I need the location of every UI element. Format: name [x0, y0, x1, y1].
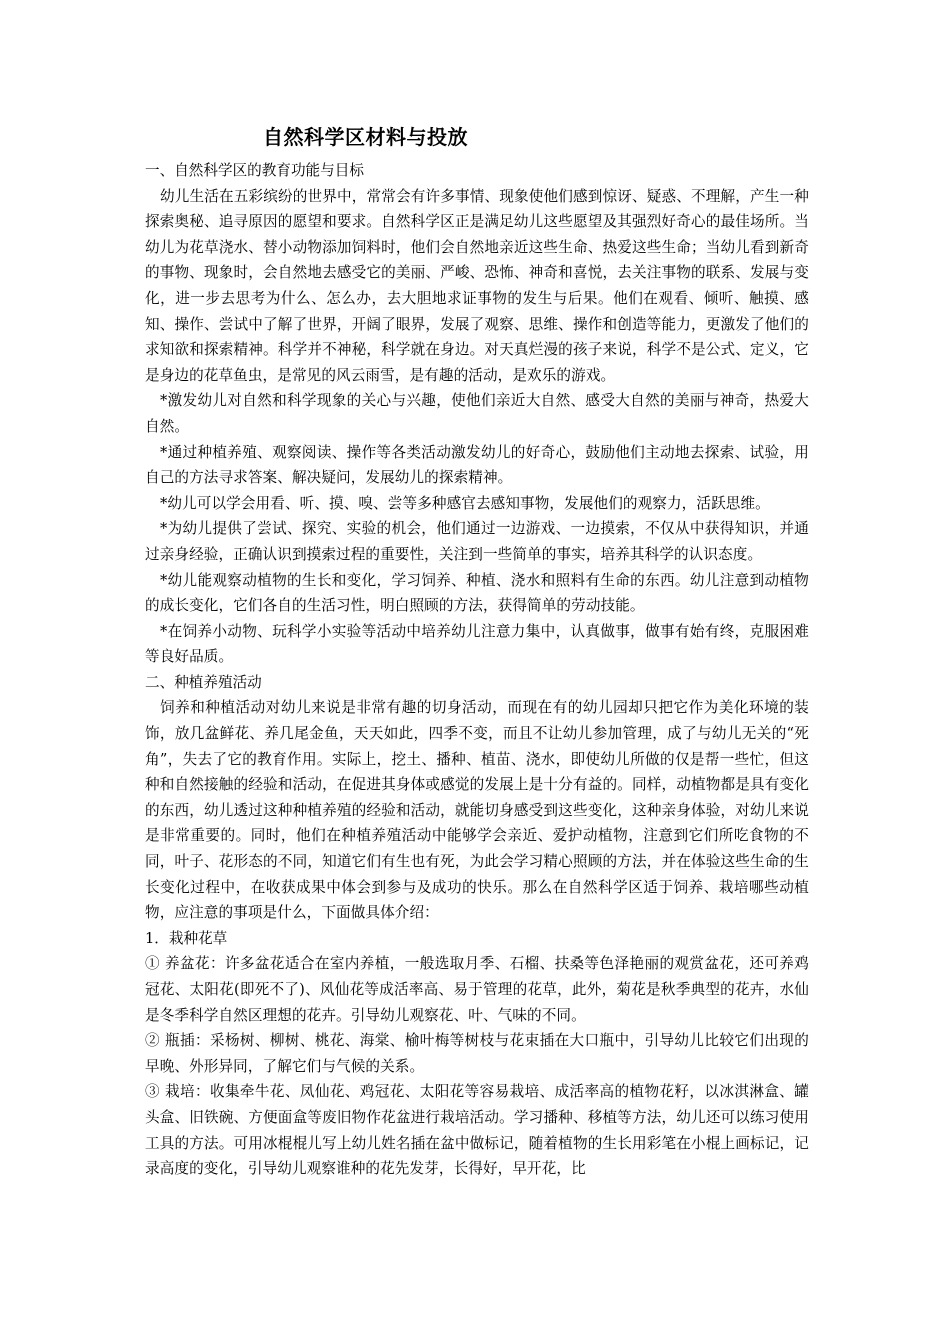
- goal-item-4: *为幼儿提供了尝试、探究、实验的机会，他们通过一边游戏、一边摸索，不仅从中获得知识，并通过亲身经验，正确认识到摸索过程的重要性，关注到一些简单的事实，培养其科学的认识态度。: [145, 520, 809, 563]
- goal-item-5: *幼儿能观察动植物的生长和变化，学习饲养、种植、浇水和照料有生命的东西。幼儿注意到动植物的成长变化，它们各自的生活习性，明白照顾的方法，获得简单的劳动技能。: [145, 571, 809, 615]
- section-heading-2: 二、种植养殖活动: [145, 673, 262, 691]
- list-item-vase-arrangement: ② 瓶插：采杨树、柳树、桃花、海棠、榆叶梅等树枝与花束插在大口瓶中，引导幼儿比较它们出现的早晚、外形异同，了解它们与气候的关系。: [145, 1032, 809, 1075]
- document-body: [145, 120, 809, 1182]
- section-2-intro-paragraph: 饲养和种植活动对幼儿来说是非常有趣的切身活动，而现在有的幼儿园却只把它作为美化环境的装饰，放几盆鲜花、养几尾金鱼，天天如此，四季不变，而且不让幼儿参加管理，成了与幼儿无关的“死角”，失去了它的教育作用。实际上，挖土、播种、植苗、浇水，即使幼儿所做的仅是帮一些忙，但这种和自然接触的经验和活动，在促进其身体或感觉的发展上是十分有益的。同样，动植物都是具有变化的东西，幼儿透过这种种植养殖的经验和活动，就能切身感受到这些变化，这种亲身体验，对幼儿来说是非常重要的。同时，他们在种植养殖活动中能够学会亲近、爱护动植物，注意到它们所吃食物的不同，叶子、花形态的不同，知道它们有生也有死，为此会学习精心照顾的方法，并在体验这些生命的生长变化过程中，在收获成果中体会到参与及成功的快乐。那么在自然科学区适于饲养、栽培哪些动植物，应注意的事项是什么，下面做具体介绍：: [145, 699, 809, 922]
- section-heading-1: 一、自然科学区的教育功能与目标: [145, 162, 364, 179]
- goal-item-6: *在饲养小动物、玩科学小实验等活动中培养幼儿注意力集中，认真做事，做事有始有终，克服困难等良好品质。: [145, 622, 809, 666]
- list-item-potted-flowers: ① 养盆花：许多盆花适合在室内养植，一般选取月季、石榴、扶桑等色泽艳丽的观赏盆花，还可养鸡冠花、太阳花(即死不了)、风仙花等成活率高、易于管理的花草，此外，菊花是秋季典型的花卉，水仙是冬季科学自然区理想的花卉。引导幼儿观察花、叶、气味的不同。: [145, 955, 809, 1024]
- document-title: 自然科学区材料与投放: [263, 125, 468, 149]
- goal-item-2: *通过种植养殖、观察阅读、操作等各类活动激发幼儿的好奇心，鼓励他们主动地去探索、试验，用自己的方法寻求答案、解决疑问，发展幼儿的探索精神。: [145, 443, 809, 487]
- goal-item-1: *激发幼儿对自然和科学现象的关心与兴趣，使他们亲近大自然、感受大自然的美丽与神奇，热爱大自然。: [145, 392, 809, 435]
- section-1-intro-paragraph: 幼儿生活在五彩缤纷的世界中，常常会有许多事情、现象使他们感到惊讶、疑惑、不理解，产生一种探索奥秘、追寻原因的愿望和要求。自然科学区正是满足幼儿这些愿望及其强烈好奇心的最佳场所。当幼儿为花草浇水、替小动物添加饲料时，他们会自然地亲近这些生命、热爱这些生命；当幼儿看到新奇的事物、现象时，会自然地去感受它的美丽、严峻、恐怖、神奇和喜悦，去关注事物的联系、发展与变化，进一步去思考为什么、怎么办，去大胆地求证事物的发生与后果。他们在观看、倾听、触摸、感知、操作、尝试中了解了世界，开阔了眼界，发展了观察、思维、操作和创造等能力，更激发了他们的求知欲和探索精神。科学并不神秘，科学就在身边。对天真烂漫的孩子来说，科学不是公式、定义，它是身边的花草鱼虫，是常见的风云雨雪，是有趣的活动，是欢乐的游戏。: [145, 187, 809, 384]
- subsection-heading-1: 1．栽种花草: [145, 929, 228, 947]
- list-item-cultivation: ③ 栽培：收集牵牛花、凤仙花、鸡冠花、太阳花等容易栽培、成活率高的植物花籽，以冰淇淋盒、罐头盒、旧铁碗、方便面盒等废旧物作花盆进行栽培活动。学习播种、移植等方法，幼儿还可以练习使用工具的方法。可用冰棍棍儿写上幼儿姓名插在盆中做标记，随着植物的生长用彩笔在小棍上画标记，记录高度的变化，引导幼儿观察谁种的花先发芽，长得好，早开花，比: [145, 1083, 809, 1178]
- goal-item-3: *幼儿可以学会用看、听、摸、嗅、尝等多种感官去感知事物，发展他们的观察力，活跃思维。: [160, 494, 770, 512]
